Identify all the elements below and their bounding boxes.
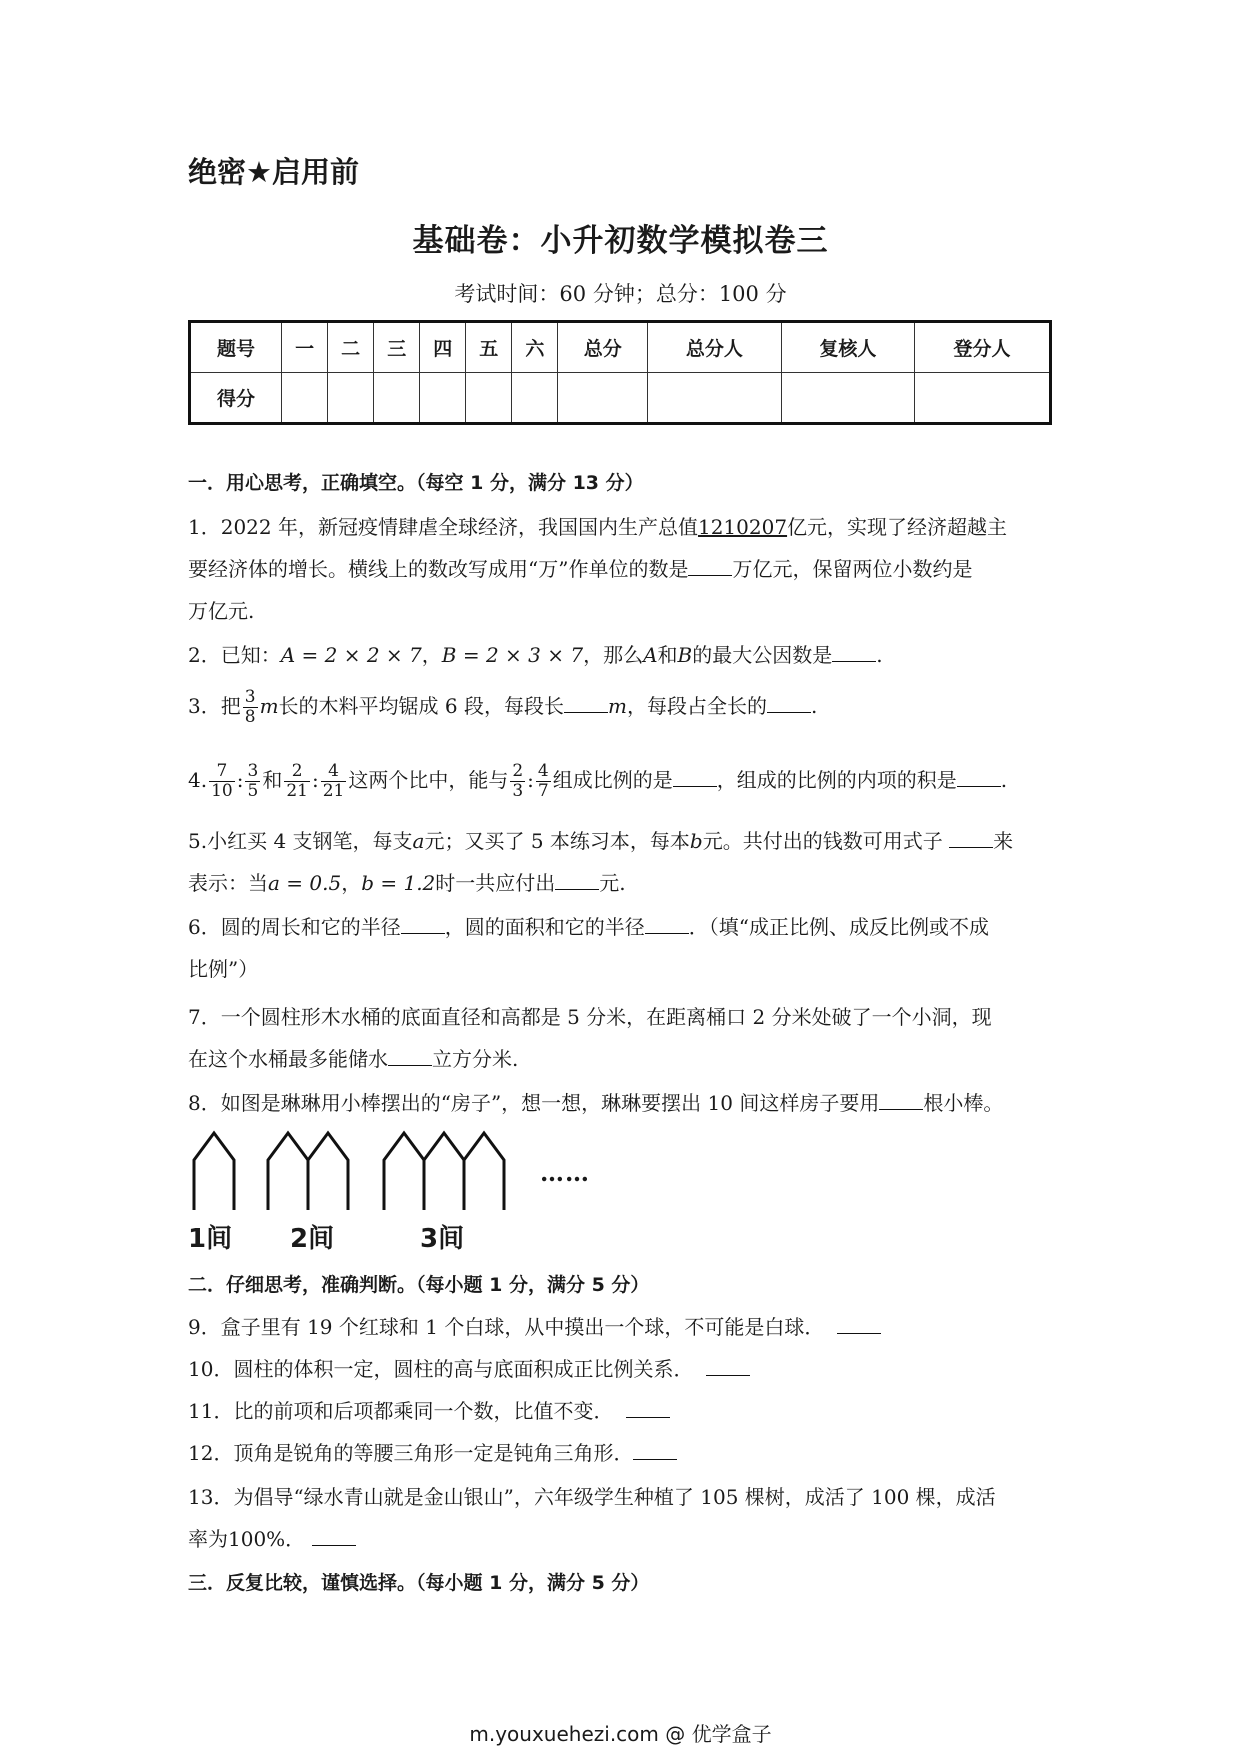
q12-text: 12．顶角是锐角的等腰三角形一定是钝角三角形． [188,1441,634,1465]
q13-text: 率为100%． [188,1527,306,1551]
q5-expression: a = 0.5 [268,871,342,895]
numerator: 4 [321,762,347,782]
fraction [536,762,551,801]
exam-info: 考试时间：60 分钟；总分：100 分 [454,282,787,306]
q4-text: 和 [262,768,283,792]
q2-text: 和 [657,643,678,667]
question-4: 4. $\frac{7}{10}$ : $\frac{3}{5}$ 和 $\frac{2}{21}$ : $\frac{4}{21}$ 这两个比中，能与 $\frac{2}{3}$ : $\frac{4}{7}$ 组成比例的是 ，组成的比例的内项的积是 . [188,761,1008,801]
answer-blank[interactable] [832,643,876,662]
fraction [284,762,310,801]
q1-text: 要经济体的增长。横线上的数改写成用“万”作单位的数是 [188,557,689,581]
denominator: 21 [286,781,308,801]
score-empty-cell[interactable] [282,373,328,424]
score-cell: 五 [466,322,512,373]
score-empty-cell[interactable] [781,373,914,424]
figure-label-3: 3间 [420,1224,465,1254]
q9-text: 9．盒子里有 19 个红球和 1 个白球，从中摸出一个球，不可能是白球． [188,1315,825,1339]
score-cell: 六 [512,322,558,373]
unit-m: m [607,694,627,718]
q6-text: 6．圆的周长和它的半径 [188,915,401,939]
q2-text: 的最大公因数是 [692,643,833,667]
q1-text: 万亿元，保留两位小数约是 [732,557,973,581]
q1-text: 1．2022 年，新冠疫情肆虐全球经济，我国国内生产总值 [188,515,698,539]
house-1 [194,1133,234,1210]
q2-expression: B = 2 × 3 × 7 [441,643,584,667]
question-5-line2 [188,870,626,896]
score-empty-cell[interactable] [558,373,648,424]
question-1-line2 [188,556,972,582]
q2-text: 2．已知： [188,643,281,667]
q2-var: B [677,643,693,667]
numerator: 2 [512,761,524,781]
question-1-line3 [188,598,254,624]
fraction [245,762,260,801]
q2-text: ， [421,643,442,667]
score-cell: 总分人 [648,322,781,373]
question-3 [188,688,817,727]
q3-text: . [810,694,818,718]
question-13-line2 [188,1526,356,1552]
score-empty-cell[interactable] [648,373,781,424]
answer-blank[interactable] [688,557,732,576]
q3-text: 3．把 [188,694,241,718]
score-empty-cell[interactable] [915,373,1051,424]
score-empty-cell[interactable] [374,373,420,424]
fraction [321,762,347,801]
q4-text: ，组成的比例的内项的积是 [716,768,957,792]
q13-text: 13．为倡导“绿水青山就是金山银山”，六年级学生种植了 105 棵树，成活了 100 棵，成活 [188,1485,996,1509]
score-cell: 三 [374,322,420,373]
question-7-line1 [188,1004,992,1030]
score-table [188,320,1052,425]
q5-var: a [412,829,425,853]
answer-blank[interactable] [706,1357,750,1376]
q4-text: . [1000,768,1008,792]
q5-text: 5.小红买 4 支钢笔，每支 [188,829,413,853]
q5-var: b [689,829,703,853]
question-13-line1 [188,1484,996,1510]
question-7-line2 [188,1046,518,1072]
score-empty-cell[interactable] [512,373,558,424]
q1-text: 亿元，实现了经济超越主 [787,515,1008,539]
q2-text: ，那么 [583,643,644,667]
answer-blank[interactable] [673,768,717,787]
q2-expression: A = 2 × 2 × 7 [280,643,422,667]
fraction [209,762,235,801]
q5-text: 元；又买了 5 本练习本，每本 [424,829,690,853]
answer-blank[interactable] [879,1091,923,1110]
score-cell: 二 [328,322,374,373]
q10-text: 10．圆柱的体积一定，圆柱的高与底面积成正比例关系． [188,1357,694,1381]
answer-blank[interactable] [626,1399,670,1418]
q5-text: 表示：当 [188,871,268,895]
figure-label-2: 2间 [290,1224,335,1254]
answer-blank[interactable] [564,694,608,713]
score-table-header-row [190,322,1051,373]
denominator: 10 [211,781,233,801]
q1-number: 1210207 [697,515,788,539]
answer-blank[interactable] [645,915,689,934]
question-5-line1 [188,828,1013,854]
score-cell: 总分 [558,322,648,373]
q6-text: ．（填“成正比例、成反比例或不成 [688,915,989,939]
q8-text: 根小棒。 [923,1091,1004,1115]
answer-blank[interactable] [837,1315,881,1334]
section2-heading: 二．仔细思考，准确判断。（每小题 1 分，满分 5 分） [188,1274,650,1296]
q3-text: ，每段占全长的 [626,694,767,718]
q5-text: 来 [993,829,1014,853]
score-cell: 四 [420,322,466,373]
fraction [243,688,258,727]
section1-heading: 一．用心思考，正确填空。（每空 1 分，满分 13 分） [188,472,644,494]
score-empty-cell[interactable] [328,373,374,424]
score-cell: 一 [282,322,328,373]
q2-var: A [643,643,658,667]
q5-expression: b = 1.2 [361,871,436,895]
q5-text: 时一共应付出 [435,871,556,895]
denominator: 7 [537,781,549,801]
figure-label-1: 1间 [188,1224,233,1254]
score-empty-cell[interactable] [420,373,466,424]
footer-watermark: m.youxuehezi.com @ 优学盒子 [469,1722,772,1746]
numerator: 7 [209,762,235,782]
unit-m: m [259,694,279,718]
q8-text: 8．如图是琳琳用小棒摆出的“房子”，想一想，琳琳要摆出 10 间这样房子要用 [188,1091,880,1115]
q5-text: 元。共付出的钱数可用式子 [702,829,943,853]
numerator: 4 [537,761,549,781]
numerator: 3 [244,687,256,707]
continuation-dots: …… [540,1158,590,1187]
question-8 [188,1090,1003,1116]
q11-text: 11．比的前项和后项都乘同一个数，比值不变． [188,1399,614,1423]
q2-text: . [876,643,883,667]
denominator: 8 [244,707,256,727]
numerator: 3 [247,761,259,781]
question-10 [188,1356,750,1382]
score-empty-cell[interactable] [466,373,512,424]
answer-blank[interactable] [957,768,1001,787]
q6-text: 比例”） [188,957,259,981]
numerator: 2 [284,762,310,782]
question-1-line1 [188,514,1007,540]
answer-blank[interactable] [388,1047,432,1066]
answer-blank[interactable] [767,694,811,713]
denominator: 5 [247,781,259,801]
q6-text: ，圆的面积和它的半径 [444,915,645,939]
question-2 [188,642,883,668]
denominator: 21 [322,781,345,801]
question-11 [188,1398,670,1424]
answer-blank[interactable] [949,829,993,848]
question-12 [188,1440,677,1466]
q7-text: 立方分米. [432,1047,519,1071]
score-row-label: 得分 [190,373,282,424]
score-cell: 题号 [190,322,282,373]
score-table-score-row [190,373,1051,424]
q7-text: 7．一个圆柱形木水桶的底面直径和高都是 5 分米，在距离桶口 2 分米处破了一个小洞，现 [188,1005,992,1029]
answer-blank[interactable] [312,1527,356,1546]
house-3 [384,1133,504,1210]
q1-text: 万亿元. [188,599,255,623]
q7-text: 在这个水桶最多能储水 [188,1047,388,1071]
q3-text: 长的木料平均锯成 6 段，每段长 [278,694,564,718]
question-6-line2 [188,956,258,982]
score-cell: 登分人 [915,322,1051,373]
answer-blank[interactable] [555,871,599,890]
question-9 [188,1314,881,1340]
confidential-mark: 绝密★启用前 [188,155,359,189]
q4-text: 组成比例的是 [552,768,673,792]
section3-heading: 三．反复比较，谨慎选择。（每小题 1 分，满分 5 分） [188,1572,650,1594]
denominator: 3 [512,781,524,801]
q4-text: 4. [188,768,208,792]
answer-blank[interactable] [633,1441,677,1460]
score-cell: 复核人 [781,322,914,373]
q4-text: 这两个比中，能与 [348,768,509,792]
page-title: 基础卷：小升初数学模拟卷三 [412,223,829,259]
question-6-line1 [188,914,989,940]
answer-blank[interactable] [401,915,445,934]
q5-text: 元. [599,871,626,895]
fraction [510,762,525,801]
q5-text: ， [341,871,362,895]
